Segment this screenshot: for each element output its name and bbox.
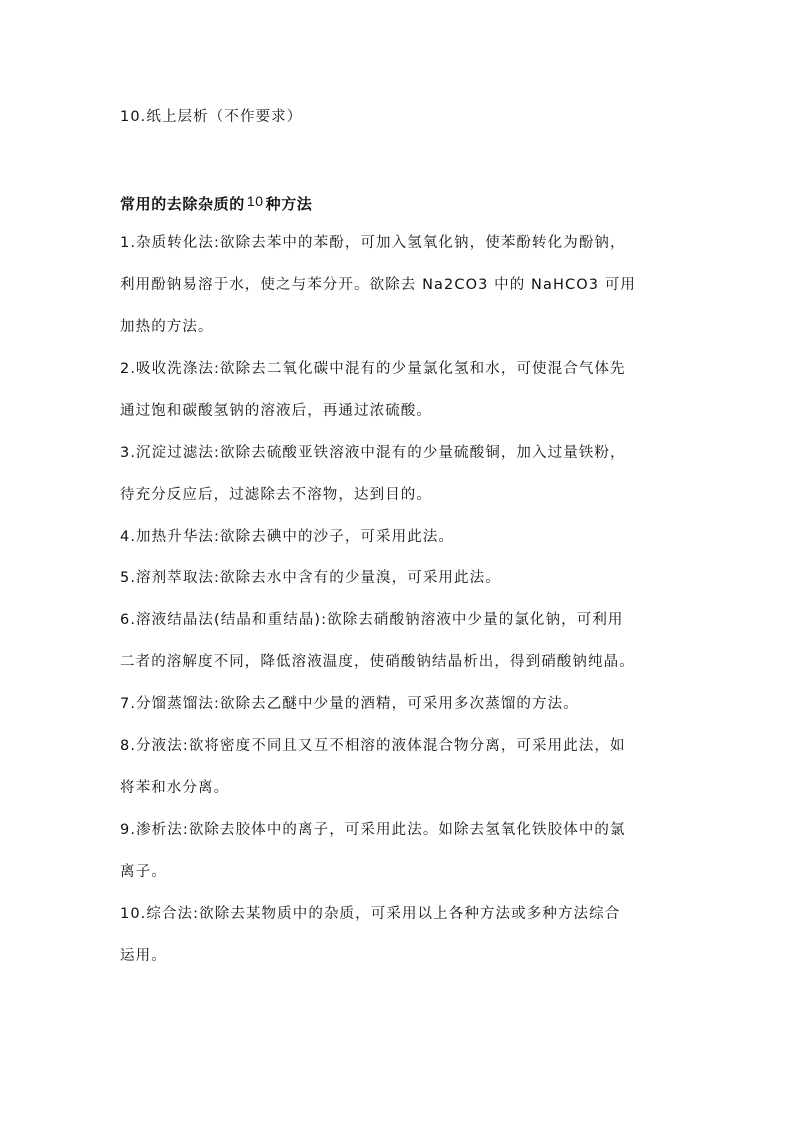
text-line-1: 1.杂质转化法:欲除去苯中的苯酚，可加入氢氧化钠，使苯酚转化为酚钠， bbox=[120, 235, 626, 251]
text-line-9: 5.溶剂萃取法:欲除去水中含有的少量溴，可采用此法。 bbox=[120, 570, 501, 586]
heading-number: 10 bbox=[246, 193, 264, 209]
text-line-11: 二者的溶解度不同，降低溶液温度，使硝酸钠结晶析出，得到硝酸钠纯晶。 bbox=[120, 654, 635, 670]
text-line-5: 通过饱和碳酸氢钠的溶液后，再通过浓硫酸。 bbox=[120, 403, 432, 419]
text-line-6: 3.沉淀过滤法:欲除去硫酸亚铁溶液中混有的少量硫酸铜，加入过量铁粉， bbox=[120, 445, 626, 461]
text-line-18: 运用。 bbox=[120, 948, 167, 964]
text-line-12: 7.分馏蒸馏法:欲除去乙醚中少量的酒精，可采用多次蒸馏的方法。 bbox=[120, 696, 579, 712]
heading-text-suffix: 种方法 bbox=[265, 195, 313, 213]
text-line-16: 离子。 bbox=[120, 864, 167, 880]
text-line-3: 加热的方法。 bbox=[120, 319, 214, 335]
text-line-17: 10.综合法:欲除去某物质中的杂质，可采用以上各种方法或多种方法综合 bbox=[120, 906, 621, 922]
text-line-4: 2.吸收洗涤法:欲除去二氧化碳中混有的少量氯化氢和水，可使混合气体先 bbox=[120, 361, 626, 377]
text-line-13: 8.分液法:欲将密度不同且又互不相溶的液体混合物分离，可采用此法，如 bbox=[120, 738, 626, 754]
text-line-8: 4.加热升华法:欲除去碘中的沙子，可采用此法。 bbox=[120, 529, 455, 545]
text-line-15: 9.渗析法:欲除去胶体中的离子，可采用此法。如除去氢氧化铁胶体中的氯 bbox=[120, 822, 626, 838]
section-heading bbox=[120, 191, 690, 214]
heading-text-prefix: 常用的去除杂质的 bbox=[120, 195, 245, 213]
text-line-10: 6.溶液结晶法(结晶和重结晶):欲除去硝酸钠溶液中少量的氯化钠，可利用 bbox=[120, 612, 624, 628]
paragraph-paper-chromatography: 10.纸上层析（不作要求） bbox=[120, 109, 303, 125]
text-line-7: 待充分反应后，过滤除去不溶物，达到目的。 bbox=[120, 487, 432, 503]
text-line-2: 利用酚钠易溶于水，使之与苯分开。欲除去 Na2CO3 中的 NaHCO3 可用 bbox=[120, 277, 636, 293]
text-line-14: 将苯和水分离。 bbox=[120, 780, 230, 796]
